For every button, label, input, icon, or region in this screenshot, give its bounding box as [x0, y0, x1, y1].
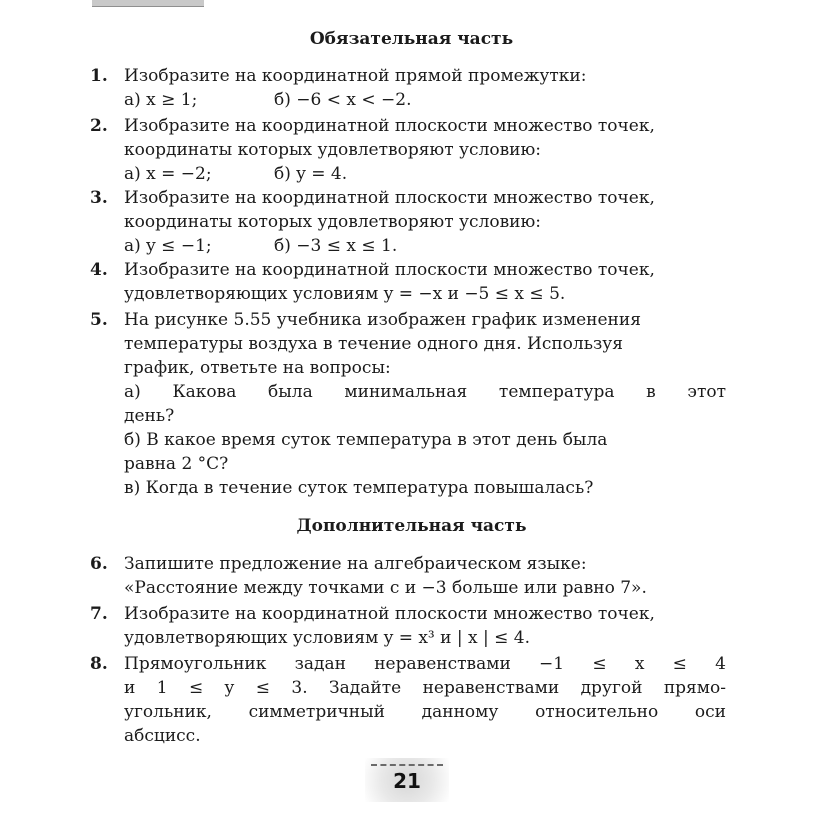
- task-1: [90, 64, 726, 112]
- question-b-line-1: б) В какое время суток температура в этот день была: [124, 430, 608, 450]
- task-number: 5.: [90, 310, 108, 330]
- task-text-line-3: угольник, симметричный данному относительно оси: [124, 702, 726, 722]
- page-number-badge: [365, 758, 449, 802]
- task-text-line-1: На рисунке 5.55 учебника изображен график изменения: [124, 310, 641, 330]
- task-text-line-1: Изобразите на координатной плоскости множество точек,: [124, 604, 655, 624]
- question-a-line-1: а) Какова была минимальная температура в этот: [124, 382, 726, 402]
- task-text-line-1: Изобразите на координатной плоскости множество точек,: [124, 116, 655, 136]
- task-text-line-2: координаты которых удовлетворяют условию:: [124, 140, 542, 160]
- task-8: [90, 652, 726, 748]
- task-6: [90, 552, 726, 600]
- task-text: Изобразите на координатной прямой промежутки:: [124, 66, 587, 86]
- option-a: а) x = −2;: [124, 164, 212, 184]
- task-5: [90, 308, 726, 500]
- task-number: 4.: [90, 260, 108, 280]
- option-a: а) y ≤ −1;: [124, 236, 212, 256]
- task-number: 6.: [90, 554, 108, 574]
- task-text-line-4: абсцисс.: [124, 726, 201, 746]
- page-number-dashes: [371, 764, 443, 766]
- option-a: а) x ≥ 1;: [124, 90, 198, 110]
- task-text-line-1: Прямоугольник задан неравенствами −1 ≤ x ≤ 4: [124, 654, 726, 674]
- task-text-line-2: удовлетворяющих условиям y = −x и −5 ≤ x ≤ 5.: [124, 284, 566, 304]
- section-title-additional: Дополнительная часть: [296, 516, 527, 536]
- option-b: б) −6 < x < −2.: [274, 90, 412, 110]
- task-text-line-1: Изобразите на координатной плоскости множество точек,: [124, 188, 655, 208]
- task-2: [90, 114, 726, 186]
- question-a-line-2: день?: [124, 406, 175, 426]
- task-text-line-1: Запишите предложение на алгебраическом языке:: [124, 554, 587, 574]
- question-b-line-2: равна 2 °С?: [124, 454, 229, 474]
- section-title-mandatory: Обязательная часть: [309, 29, 514, 49]
- task-4: [90, 258, 726, 306]
- task-number: 1.: [90, 66, 108, 86]
- task-3: [90, 186, 726, 258]
- task-text-line-3: график, ответьте на вопросы:: [124, 358, 391, 378]
- page-number: 21: [393, 769, 421, 793]
- task-number: 7.: [90, 604, 108, 624]
- task-text-line-2: «Расстояние между точками c и −3 больше или равно 7».: [124, 578, 647, 598]
- option-b: б) y = 4.: [274, 164, 348, 184]
- task-number: 3.: [90, 188, 108, 208]
- option-b: б) −3 ≤ x ≤ 1.: [274, 236, 398, 256]
- question-c: в) Когда в течение суток температура повышалась?: [124, 478, 594, 498]
- task-number: 2.: [90, 116, 108, 136]
- task-text-line-2: удовлетворяющих условиям y = x³ и | x | ≤ 4.: [124, 628, 531, 648]
- task-text-line-2: координаты которых удовлетворяют условию:: [124, 212, 542, 232]
- task-text-line-1: Изобразите на координатной плоскости множество точек,: [124, 260, 655, 280]
- task-7: [90, 602, 726, 650]
- task-text-line-2: и 1 ≤ y ≤ 3. Задайте неравенствами другой прямо-: [124, 678, 726, 698]
- top-decorative-bar: [92, 0, 204, 7]
- task-text-line-2: температуры воздуха в течение одного дня. Используя: [124, 334, 623, 354]
- task-number: 8.: [90, 654, 108, 674]
